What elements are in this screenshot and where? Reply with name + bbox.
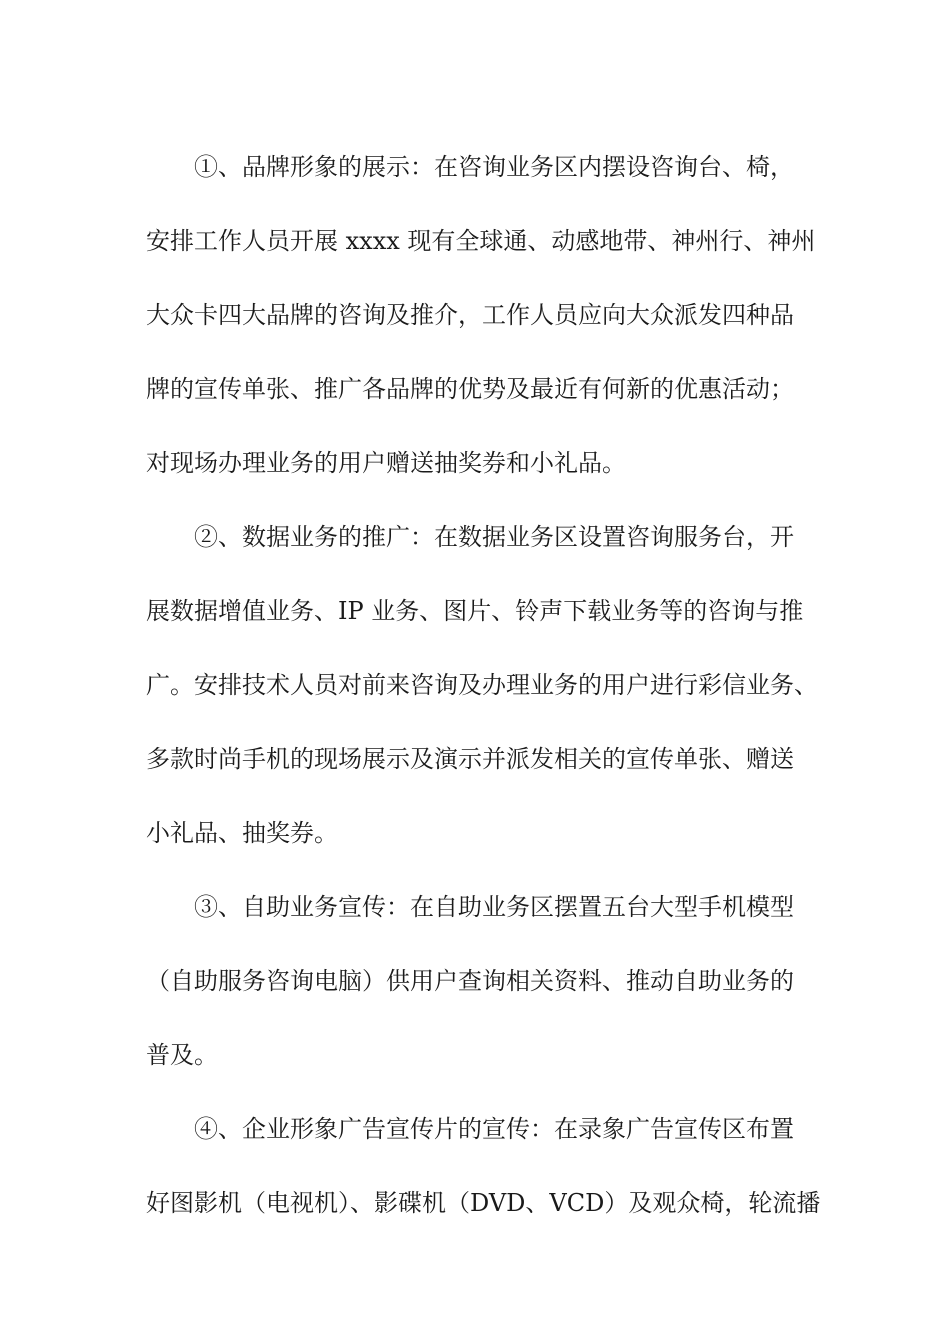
text-line: 小礼品、抽奖券。 — [146, 819, 338, 847]
text-line: 牌的宣传单张、推广各品牌的优势及最近有何新的优惠活动； — [146, 375, 794, 403]
paragraph-self-service — [146, 870, 806, 1092]
text-line: 普及。 — [146, 1041, 218, 1069]
text-line: 展数据增值业务、IP 业务、图片、铃声下载业务等的咨询与推 — [146, 597, 804, 625]
paragraph-data-services — [146, 500, 818, 870]
text-line: ④、企业形象广告宣传片的宣传：在录象广告宣传区布置 — [194, 1115, 794, 1143]
text-line: ②、数据业务的推广：在数据业务区设置咨询服务台，开 — [194, 523, 794, 551]
text-line: 安排工作人员开展 xxxx 现有全球通、动感地带、神州行、神州 — [146, 227, 816, 255]
paragraph-corporate-ads — [146, 1092, 821, 1240]
text-line: 对现场办理业务的用户赠送抽奖券和小礼品。 — [146, 449, 626, 477]
text-line: 多款时尚手机的现场展示及演示并派发相关的宣传单张、赠送 — [146, 745, 794, 773]
text-line: （自助服务咨询电脑）供用户查询相关资料、推动自助业务的 — [146, 967, 794, 995]
paragraph-brand-image — [146, 130, 816, 500]
text-line: 大众卡四大品牌的咨询及推介，工作人员应向大众派发四种品 — [146, 301, 794, 329]
document-body — [146, 130, 821, 1240]
text-line: ①、品牌形象的展示：在咨询业务区内摆设咨询台、椅， — [194, 153, 794, 181]
text-line: 好图影机（电视机）、影碟机（DVD、VCD）及观众椅，轮流播 — [146, 1189, 821, 1217]
text-line: 广。安排技术人员对前来咨询及办理业务的用户进行彩信业务、 — [146, 671, 818, 699]
text-line: ③、自助业务宣传：在自助业务区摆置五台大型手机模型 — [194, 893, 794, 921]
